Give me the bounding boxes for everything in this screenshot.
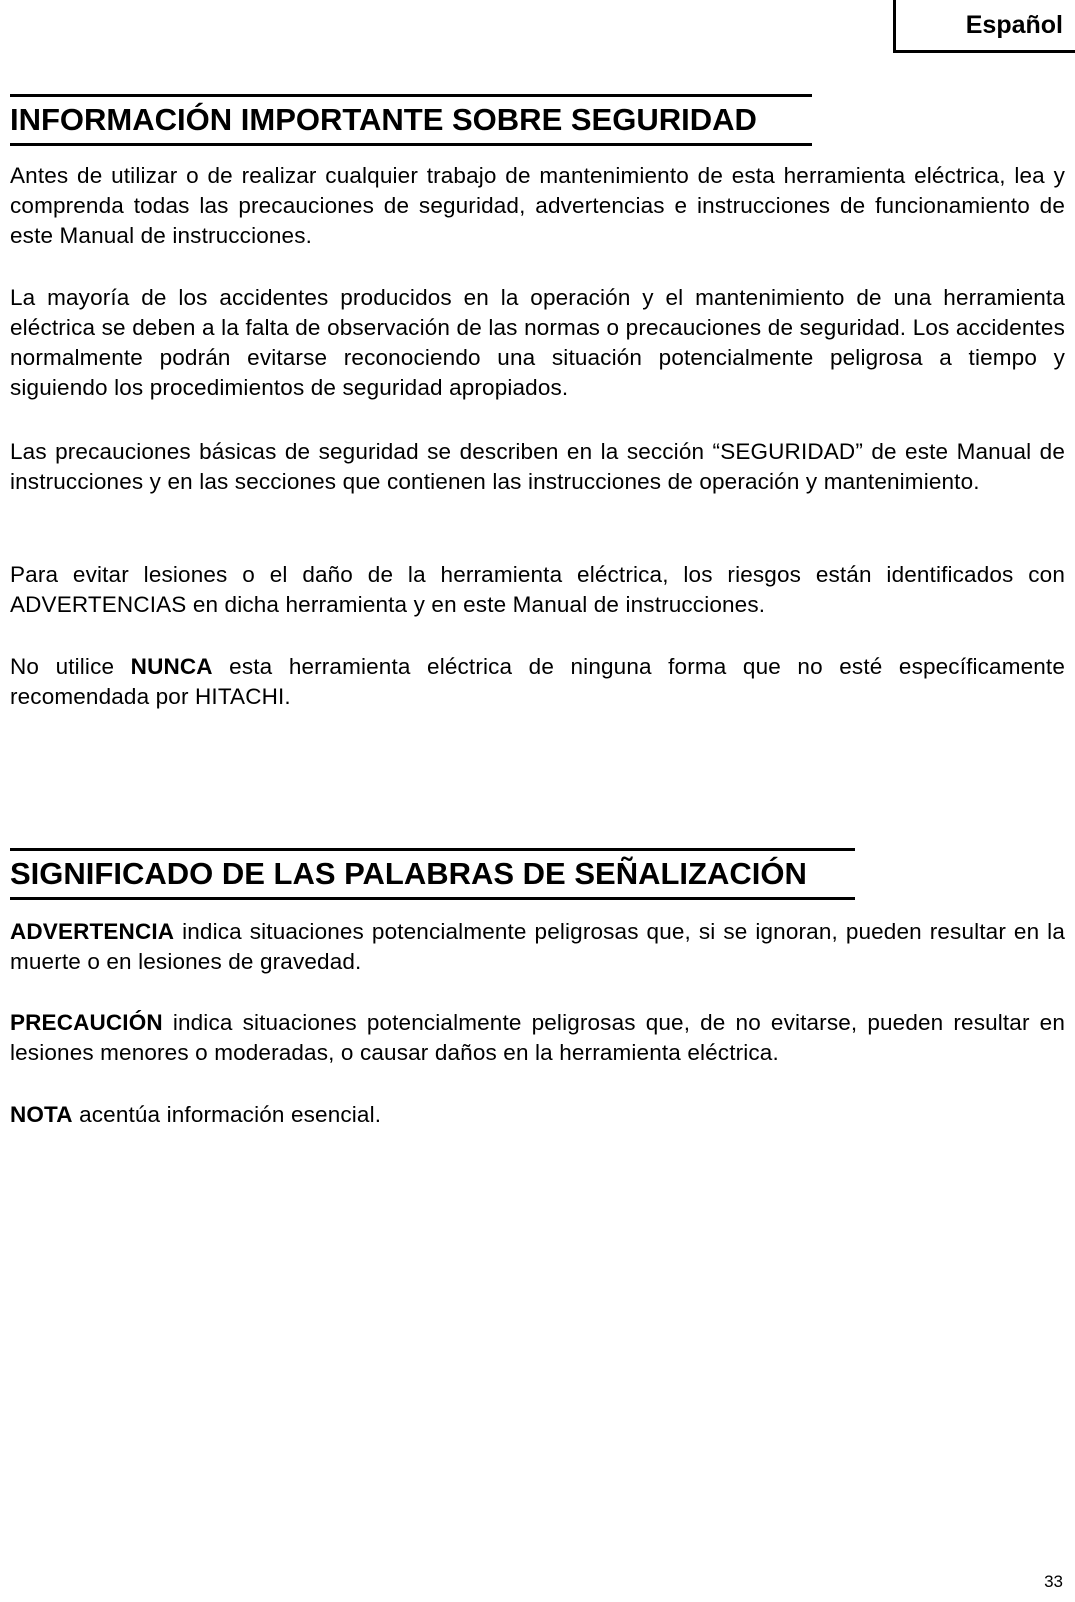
paragraph-basic-precautions: Las precauciones básicas de seguridad se describen en la sección “SEGURIDAD” de este Manual de instrucciones y en las secciones que contienen las instrucciones de operación y mantenimiento. [10,439,1065,494]
section-heading-safety-info: INFORMACIÓN IMPORTANTE SOBRE SEGURIDAD [10,94,812,146]
definition-caution-text: indica situaciones potencialmente peligrosas que, de no evitarse, pueden resultar en lesiones menores o moderadas, o causar daños en la herramienta eléctrica. [10,1010,1065,1065]
definition-caution [10,1008,1065,1068]
never-use-text-after: esta herramienta eléctrica de ninguna forma que no esté específicamente recomendada por HITACHI. [10,654,1065,709]
language-tab: Español [893,0,1075,53]
never-use-text-before: No utilice [10,654,131,679]
paragraph-accidents: La mayoría de los accidentes producidos en la operación y el mantenimiento de una herramienta eléctrica se deben a la falta de observación de las normas o precauciones de seguridad. Los accidentes normalmente podrán evitarse reconociendo una situación potencialmente peligrosa a tiempo y siguiendo los procedimientos de seguridad apropiados. [10,285,1065,400]
definition-note-text: acentúa información esencial. [72,1102,382,1127]
paragraph-hazard-warnings: Para evitar lesiones o el daño de la herramienta eléctrica, los riesgos están identificados con ADVERTENCIAS en dicha herramienta y en este Manual de instrucciones. [10,562,1065,617]
definition-note [10,1100,1065,1130]
definition-warning-text: indica situaciones potencialmente peligrosas que, si se ignoran, pueden resultar en la muerte o en lesiones de gravedad. [10,919,1065,974]
definition-warning [10,917,1065,977]
never-emphasis: NUNCA [130,654,213,679]
page-number: 33 [1044,1572,1063,1591]
paragraph-read-precautions: Antes de utilizar o de realizar cualquier trabajo de mantenimiento de esta herramienta eléctrica, lea y comprenda todas las precauciones de seguridad, advertencias e instrucciones de funcionamiento de este Manual de instrucciones. [10,163,1065,248]
term-caution: PRECAUCIÓN [10,1010,163,1035]
term-warning: ADVERTENCIA [10,919,175,944]
term-note: NOTA [10,1102,73,1127]
section-heading-signal-words: SIGNIFICADO DE LAS PALABRAS DE SEÑALIZACIÓN [10,848,855,900]
paragraph-never-use [10,652,1065,712]
